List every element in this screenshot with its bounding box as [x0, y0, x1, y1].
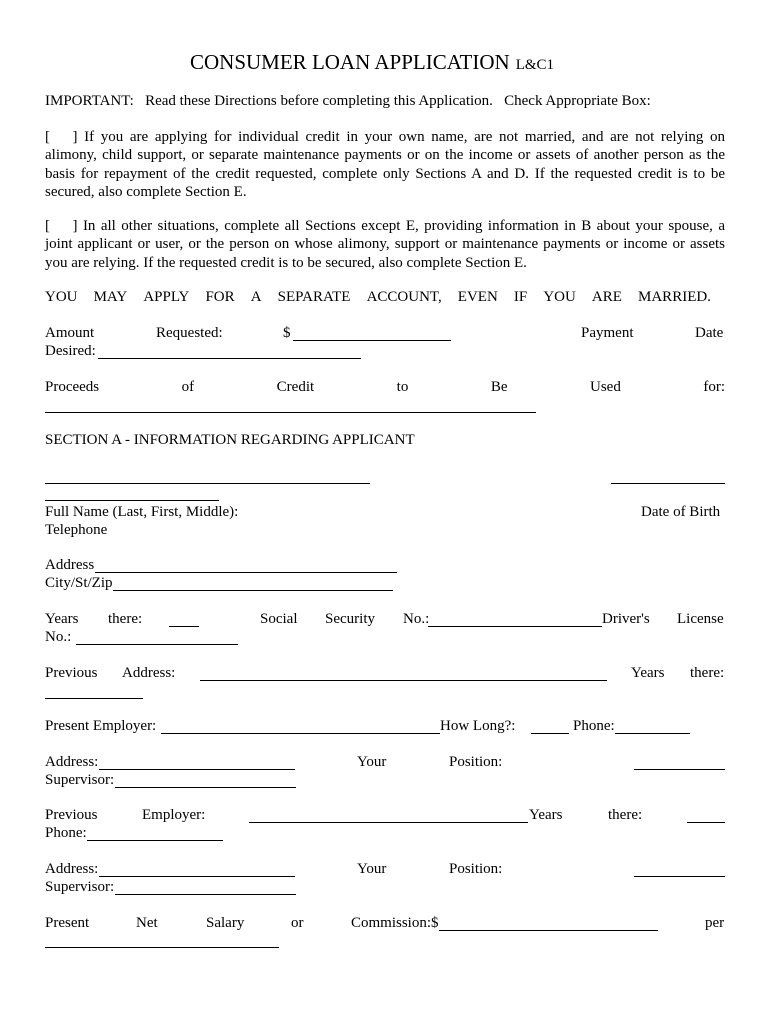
prev-employer-phone-input[interactable]	[87, 825, 223, 841]
notice-word: YOU	[45, 289, 78, 305]
notice-word: SEPARATE	[277, 289, 351, 305]
previous-years-input[interactable]	[45, 683, 143, 699]
how-long-input[interactable]	[531, 718, 569, 734]
present-employer-label: Present Employer:	[45, 718, 157, 734]
supervisor-input[interactable]	[115, 772, 296, 788]
dollar-sign: $	[283, 325, 291, 341]
option-joint-text: In all other situations, complete all Sections except E, providing information in B about your spouse, a joint applicant or user, or the person on whose alimony, support or maintenance payments or income or assets you are relying. If the requested credit is to be secured, also complete Section E.	[45, 218, 726, 271]
payment-date-desired-input[interactable]	[98, 343, 361, 359]
option-joint-checkbox[interactable]: [ ]	[45, 218, 78, 234]
salary-label: Salary	[206, 915, 245, 931]
proceeds-word: for:	[703, 379, 725, 395]
supervisor-label: Supervisor:	[45, 772, 115, 788]
employer-phone-input[interactable]	[615, 718, 690, 734]
full-name-input[interactable]	[45, 468, 370, 484]
years-there-input[interactable]	[169, 611, 199, 627]
proceeds-word: Credit	[276, 379, 315, 395]
years-label-2: Years	[631, 665, 665, 681]
drivers-license-input[interactable]	[76, 629, 238, 645]
proceeds-word: Used	[590, 379, 621, 395]
per-label: per	[705, 915, 725, 931]
security-label: Security	[325, 611, 375, 627]
social-label: Social	[260, 611, 298, 627]
option-individual-checkbox[interactable]: [ ]	[45, 129, 78, 145]
form-title	[190, 50, 554, 77]
salary-period-input[interactable]	[45, 932, 279, 948]
prev-years-there-input[interactable]	[687, 807, 725, 823]
notice-word: MARRIED.	[638, 289, 711, 305]
proceeds-word: to	[396, 379, 409, 395]
previous-label: Previous	[45, 665, 98, 681]
prev-phone-label: Phone:	[45, 825, 87, 841]
your-label: Your	[357, 754, 387, 770]
notice-word: YOU	[543, 289, 576, 305]
prev-your-position-input[interactable]	[634, 861, 725, 877]
present-label: Present	[45, 915, 90, 931]
previous-employer-label: Employer:	[142, 807, 206, 823]
your-position-input[interactable]	[634, 754, 725, 770]
present-employer-input[interactable]	[161, 718, 440, 734]
social-security-input[interactable]	[428, 611, 602, 627]
payment-label: Payment	[581, 325, 634, 341]
prev-supervisor-input[interactable]	[115, 879, 296, 895]
net-label: Net	[136, 915, 158, 931]
ssn-no-label: No.:	[403, 611, 430, 627]
phone-label: Phone:	[573, 718, 615, 734]
date-of-birth-label: Date of Birth	[641, 504, 721, 520]
employer-address-input[interactable]	[99, 754, 295, 770]
proceeds-line	[45, 378, 725, 396]
prev-supervisor-label: Supervisor:	[45, 879, 115, 895]
net-salary-input[interactable]	[439, 915, 658, 931]
employer-address-label: Address:	[45, 754, 99, 770]
desired-label: Desired:	[45, 343, 96, 359]
commission-label: Commission:$	[351, 915, 439, 931]
previous-address-input[interactable]	[200, 665, 607, 681]
there-label-2: there:	[690, 665, 725, 681]
date-label: Date	[695, 325, 724, 341]
notice-word: A	[250, 289, 262, 305]
position-label-2: Position:	[449, 861, 503, 877]
your-label-2: Your	[357, 861, 387, 877]
form-code: L&C1	[515, 57, 555, 73]
proceeds-word: of	[181, 379, 195, 395]
option-individual-text: If you are applying for individual credit in your own name, are not married, and are not relying on alimony, child support, or separate maintenance payments or on the income or assets of another person as the basis for repayment of the credit requested, complete only Sections A and D. If the requested credit is to be secured, also complete Section E.	[45, 129, 726, 200]
requested-label: Requested:	[156, 325, 223, 341]
telephone-label: Telephone	[45, 522, 108, 538]
how-long-label: How Long?:	[440, 718, 516, 734]
notice-word: APPLY	[143, 289, 190, 305]
notice-word: IF	[513, 289, 528, 305]
years-label: Years	[45, 611, 79, 627]
option-joint-credit	[45, 217, 725, 272]
city-st-zip-input[interactable]	[113, 575, 393, 591]
full-name-label: Full Name (Last, First, Middle):	[45, 504, 239, 520]
proceeds-word: Proceeds	[45, 379, 100, 395]
prev-there-label: there:	[608, 807, 643, 823]
prev-employer-address-label: Address:	[45, 861, 99, 877]
important-instructions: IMPORTANT: Read these Directions before completing this Application. Check Appropriate Box:	[45, 93, 651, 109]
proceeds-word: Be	[490, 379, 508, 395]
amount-requested-input[interactable]	[293, 325, 451, 341]
notice-word: ACCOUNT,	[366, 289, 442, 305]
separate-account-notice	[45, 288, 711, 306]
previous-employer-input[interactable]	[249, 807, 528, 823]
address-label: Address	[45, 557, 95, 573]
date-of-birth-input[interactable]	[611, 468, 725, 484]
license-no-label: No.:	[45, 629, 72, 645]
telephone-input[interactable]	[45, 485, 219, 501]
drivers-label: Driver's	[602, 611, 650, 627]
or-label: or	[291, 915, 304, 931]
there-label: there:	[108, 611, 143, 627]
address-input[interactable]	[95, 557, 397, 573]
city-st-zip-label: City/St/Zip	[45, 575, 113, 591]
prev-employer-address-input[interactable]	[99, 861, 295, 877]
notice-word: EVEN	[457, 289, 498, 305]
notice-word: MAY	[93, 289, 128, 305]
notice-word: ARE	[591, 289, 622, 305]
previous-employer-word: Previous	[45, 807, 98, 823]
position-label: Position:	[449, 754, 503, 770]
prev-years-label: Years	[529, 807, 563, 823]
proceeds-use-input[interactable]	[45, 397, 536, 413]
license-label: License	[677, 611, 724, 627]
section-a-heading: SECTION A - INFORMATION REGARDING APPLICANT	[45, 432, 415, 448]
form-title-text: CONSUMER LOAN APPLICATION	[190, 50, 510, 74]
option-individual-credit	[45, 128, 725, 201]
previous-address-label: Address:	[122, 665, 176, 681]
amount-label: Amount	[45, 325, 95, 341]
notice-word: FOR	[205, 289, 235, 305]
